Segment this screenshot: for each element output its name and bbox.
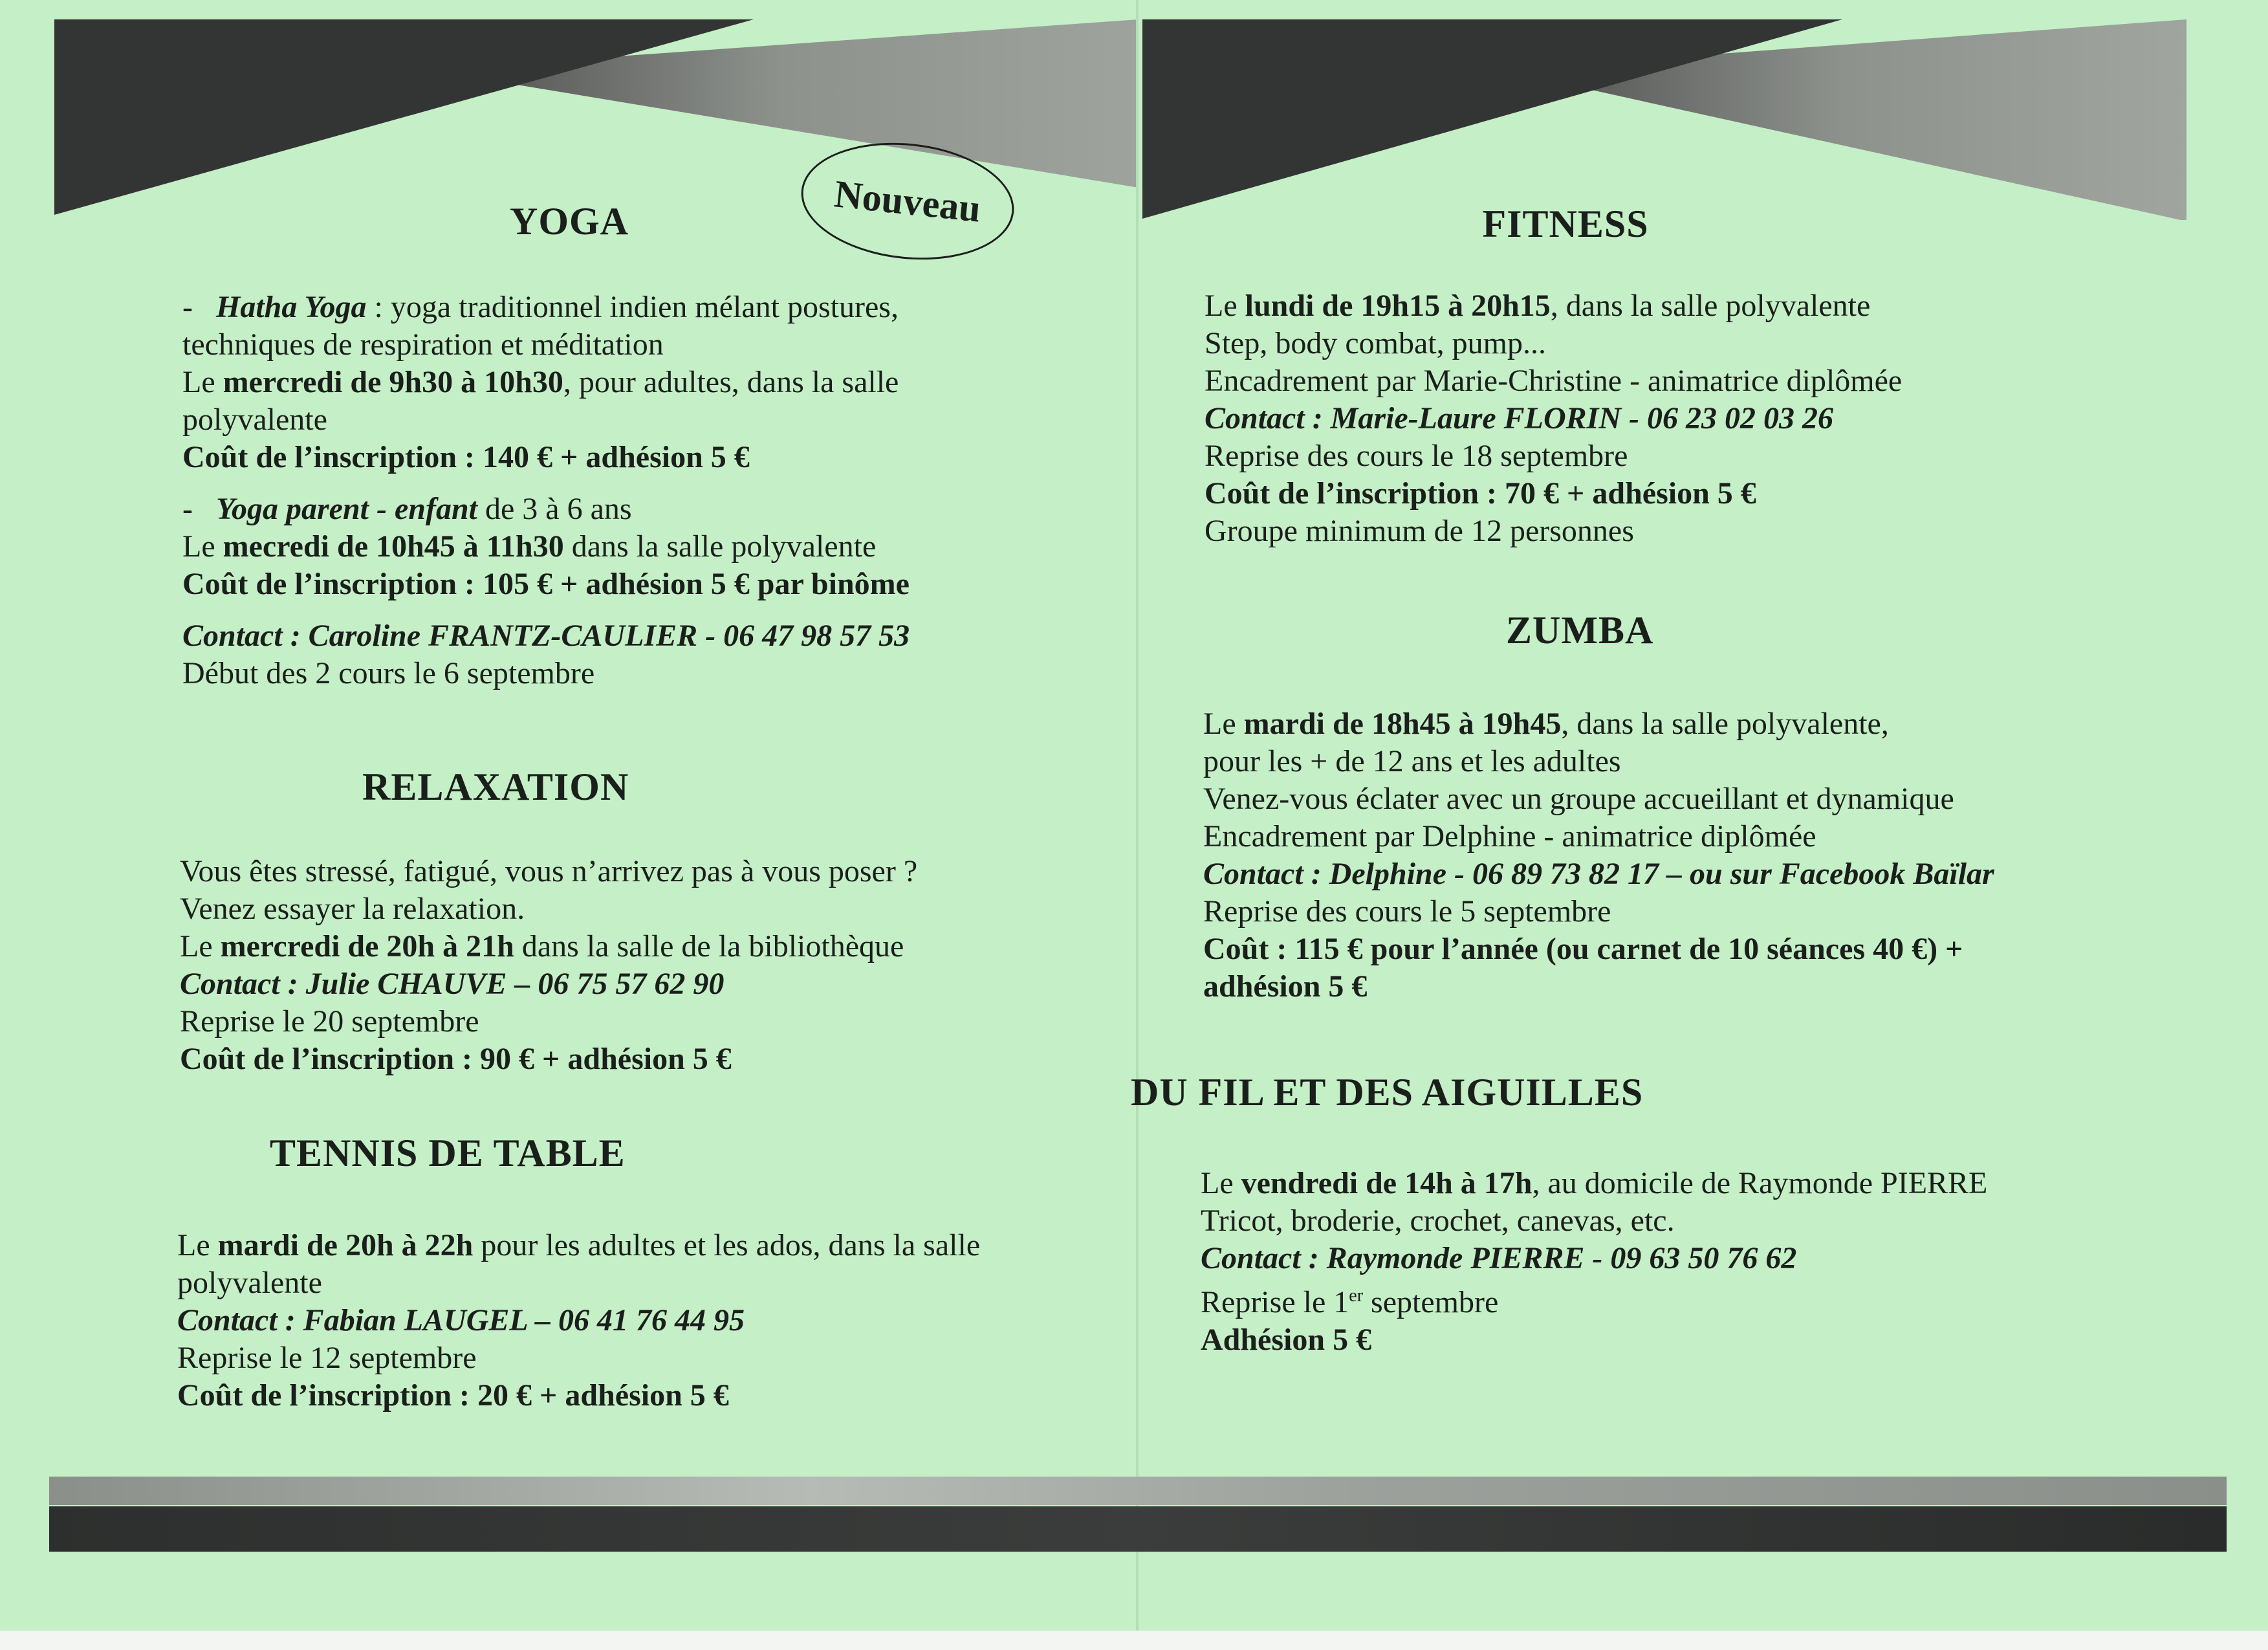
tennis-restart: Reprise le 12 septembre (177, 1341, 477, 1375)
schedule-prefix: Le (180, 929, 221, 963)
relaxation-where: dans la salle de la bibliothèque (514, 929, 904, 963)
relaxation-intro-2: Venez essayer la relaxation. (180, 892, 525, 926)
relaxation-intro-1: Vous êtes stressé, fatigué, vous n’arrivez pas à vous poser ? (180, 854, 918, 888)
relaxation-title: RELAXATION (362, 765, 629, 808)
zumba-coach: Encadrement par Delphine - animatrice diplômée (1203, 819, 1816, 853)
hatha-yoga-where: , pour adultes, dans la salle (563, 365, 899, 399)
tennis-contact: Contact : Fabian LAUGEL – 06 41 76 44 95 (177, 1303, 745, 1337)
zumba-contact: Contact : Delphine - 06 89 73 82 17 – ou sur Facebook Baïlar (1203, 857, 1994, 891)
zumba-cost: Coût : 115 € pour l’année (ou carnet de 10 séances 40 €) + (1203, 932, 1963, 966)
schedule-prefix: Le (182, 365, 223, 399)
relaxation-schedule (180, 928, 917, 965)
fil-restart-text: Reprise le 1 (1201, 1285, 1349, 1319)
schedule-prefix: Le (1203, 707, 1244, 741)
zumba-cost-cont: adhésion 5 € (1203, 969, 1368, 1004)
yoga-parent-cost: Coût de l’inscription : 105 € + adhésion 5 € par binôme (182, 567, 910, 601)
relaxation-restart: Reprise le 20 septembre (180, 1004, 479, 1039)
footer-dark-band (49, 1506, 2227, 1552)
yoga-parent-where: dans la salle polyvalente (563, 529, 877, 564)
zumba-title: ZUMBA (1506, 609, 1654, 652)
hatha-yoga-desc: : yoga traditionnel indien mélant postures, (366, 290, 899, 324)
tennis-cost: Coût de l’inscription : 20 € + adhésion 5 € (177, 1378, 729, 1413)
relaxation-cost: Coût de l’inscription : 90 € + adhésion 5 € (180, 1042, 732, 1076)
relaxation-section (180, 853, 917, 1078)
tennis-where: pour les adultes et les ados, dans la salle (473, 1228, 981, 1262)
schedule-prefix: Le (182, 529, 223, 564)
yoga-start: Début des 2 cours le 6 septembre (182, 656, 595, 690)
schedule-prefix: Le (1205, 289, 1245, 323)
tennis-when: mardi de 20h à 22h (217, 1228, 474, 1262)
yoga-parent-when: mecredi de 10h45 à 11h30 (223, 529, 564, 564)
schedule-prefix: Le (177, 1228, 218, 1262)
zumba-pitch: Venez-vous éclater avec un groupe accueillant et dynamique (1203, 782, 1954, 816)
relaxation-contact: Contact : Julie CHAUVE – 06 75 57 62 90 (180, 967, 725, 1001)
zumba-audience: pour les + de 12 ans et les adultes (1203, 744, 1621, 778)
zumba-schedule (1203, 705, 1994, 743)
fitness-where: , dans la salle polyvalente (1550, 289, 1871, 323)
footer-light-band (49, 1477, 2227, 1505)
schedule-prefix: Le (1201, 1166, 1241, 1200)
fil-where: , au domicile de Raymonde PIERRE (1532, 1166, 1988, 1200)
zumba-when: mardi de 18h45 à 19h45 (1243, 707, 1562, 741)
tennis-section (177, 1227, 980, 1414)
footer-bands (49, 1477, 2227, 1552)
zumba-where: , dans la salle polyvalente, (1561, 707, 1889, 741)
yoga-parent-schedule (182, 528, 910, 566)
hatha-yoga-when: mercredi de 9h30 à 10h30 (223, 365, 563, 399)
hatha-yoga-name: Hatha Yoga (215, 290, 367, 324)
fitness-schedule (1205, 287, 1902, 325)
yoga-parent-name: Yoga parent - enfant (215, 492, 477, 526)
fil-restart-ordinal: er (1349, 1286, 1364, 1306)
hatha-yoga-desc-cont: techniques de respiration et méditation (182, 327, 664, 362)
fil-contact: Contact : Raymonde PIERRE - 09 63 50 76 62 (1201, 1241, 1797, 1275)
fil-section (1201, 1165, 1987, 1359)
fitness-when: lundi de 19h15 à 20h15 (1245, 289, 1551, 323)
fil-restart-month: septembre (1363, 1285, 1499, 1319)
yoga-contact: Contact : Caroline FRANTZ-CAULIER - 06 47 98 57 53 (182, 619, 910, 653)
left-page (0, 0, 1139, 1631)
yoga-parent-age: de 3 à 6 ans (477, 492, 632, 526)
yoga-title: YOGA (510, 200, 629, 243)
fitness-contact: Contact : Marie-Laure FLORIN - 06 23 02 03 26 (1205, 401, 1833, 435)
hatha-yoga-schedule (182, 364, 910, 401)
zumba-restart: Reprise des cours le 5 septembre (1203, 894, 1611, 929)
right-page (1131, 0, 2268, 1631)
fil-title: DU FIL ET DES AIGUILLES (1131, 1071, 1644, 1114)
hatha-yoga-where-cont: polyvalente (182, 402, 327, 437)
bullet-dash: - (182, 290, 193, 324)
fitness-section (1205, 287, 1902, 550)
fil-cost: Adhésion 5 € (1201, 1323, 1372, 1357)
bullet-dash: - (182, 492, 193, 526)
zumba-section (1203, 705, 1994, 1006)
fitness-coach: Encadrement par Marie-Christine - animatrice diplômée (1205, 364, 1903, 398)
tennis-schedule (177, 1227, 980, 1264)
tennis-title: TENNIS DE TABLE (270, 1132, 626, 1174)
hatha-yoga-cost: Coût de l’inscription : 140 € + adhésion 5 € (182, 440, 750, 474)
nouveau-label: Nouveau (832, 171, 983, 230)
fitness-cost: Coût de l’inscription : 70 € + adhésion 5 € (1205, 476, 1756, 511)
fitness-restart: Reprise des cours le 18 septembre (1205, 439, 1628, 473)
yoga-parent-line (182, 490, 910, 528)
fitness-group: Groupe minimum de 12 personnes (1205, 514, 1634, 548)
fil-schedule (1201, 1165, 1987, 1202)
fil-restart (1201, 1277, 1987, 1321)
fitness-title: FITNESS (1482, 203, 1649, 245)
tennis-where-cont: polyvalente (177, 1266, 322, 1300)
relaxation-when: mercredi de 20h à 21h (220, 929, 514, 963)
yoga-section (182, 289, 910, 692)
fil-crafts: Tricot, broderie, crochet, canevas, etc. (1201, 1204, 1675, 1238)
fil-when: vendredi de 14h à 17h (1241, 1166, 1532, 1200)
right-header-banner (1139, 0, 2268, 220)
fitness-styles: Step, body combat, pump... (1205, 326, 1546, 360)
hatha-yoga-line (182, 289, 910, 326)
